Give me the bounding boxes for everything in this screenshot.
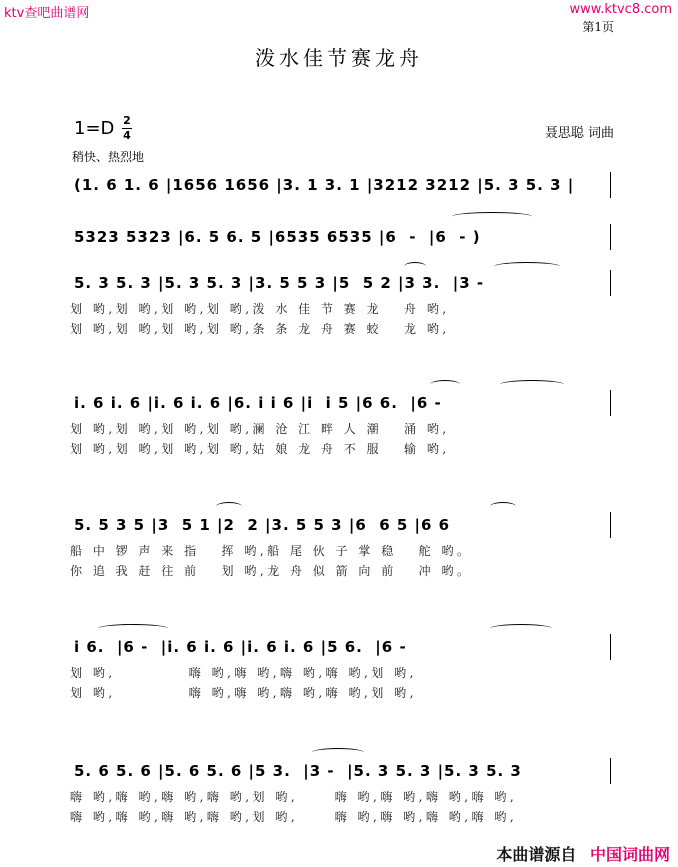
tie-slur xyxy=(216,502,242,511)
meter-top: 2 xyxy=(123,114,131,127)
tie-slur xyxy=(430,380,460,389)
credits: 聂思聪 词曲 xyxy=(544,126,614,141)
lyric-verse-1: 划 哟,划 哟,划 哟,划 哟,泼 水 佳 节 赛 龙 舟 哟, xyxy=(70,302,450,316)
score-line-5 xyxy=(0,516,678,576)
barline xyxy=(610,390,611,416)
barline xyxy=(610,224,611,250)
score-notes: 5323 5323 |6. 5 6. 5 |6535 6535 |6 - |6 - ) xyxy=(74,228,481,246)
tempo-marking: 稍快、热烈地 xyxy=(72,150,145,164)
lyric-verse-2: 嗨 哟,嗨 哟,嗨 哟,嗨 哟,划 哟, 嗨 哟,嗨 哟,嗨 哟,嗨 哟, xyxy=(70,810,518,824)
footer-source-text: 本曲谱源自 xyxy=(496,845,577,864)
footer-brand: 中国词曲网 xyxy=(589,845,670,864)
score-line-3 xyxy=(0,274,678,334)
score-notes: 5. 5 3 5 |3 5 1 |2 2 |3. 5 5 3 |6 6 5 |6 6 xyxy=(74,516,451,534)
lyric-verse-1: 划 哟, 嗨 哟,嗨 哟,嗨 哟,嗨 哟,划 哟, xyxy=(70,666,417,680)
watermark-site: ktv查吧曲谱网 xyxy=(4,6,90,21)
barline xyxy=(610,758,611,784)
tie-slur xyxy=(490,624,552,633)
time-signature xyxy=(122,115,132,142)
tie-slur xyxy=(312,748,364,757)
key-signature: 1=D xyxy=(74,118,115,139)
score-notes: (1. 6 1. 6 |1656 1656 |3. 1 3. 1 |3212 3212 |5. 3 5. 3 | xyxy=(74,176,575,194)
barline xyxy=(610,270,611,296)
score-notes: 5. 6 5. 6 |5. 6 5. 6 |5 3. |3 - |5. 3 5. 3 |5. 3 5. 3 xyxy=(74,762,522,780)
lyric-verse-2: 划 哟, 嗨 哟,嗨 哟,嗨 哟,嗨 哟,划 哟, xyxy=(70,686,417,700)
lyric-verse-2: 划 哟,划 哟,划 哟,划 哟,姑 娘 龙 舟 不 服 输 哟, xyxy=(70,442,450,456)
tie-slur xyxy=(490,502,516,511)
lyric-verse-2: 你 追 我 赶 往 前 划 哟,龙 舟 似 箭 向 前 冲 哟。 xyxy=(70,564,473,578)
lyric-verse-2: 划 哟,划 哟,划 哟,划 哟,条 条 龙 舟 赛 蛟 龙 哟, xyxy=(70,322,450,336)
score-notes: i 6. |6 - |i. 6 i. 6 |i. 6 i. 6 |5 6. |6 - xyxy=(74,638,407,656)
meter-bottom: 4 xyxy=(123,129,131,142)
score-line-7 xyxy=(0,762,678,822)
page-title: 泼水佳节赛龙舟 xyxy=(255,46,423,70)
score-notes: i. 6 i. 6 |i. 6 i. 6 |6. i i 6 |i i 5 |6 6. |6 - xyxy=(74,394,442,412)
page-number: 第1页 xyxy=(582,20,614,34)
barline xyxy=(610,634,611,660)
lyric-verse-1: 船 中 锣 声 来 指 挥 哟,船 尾 伙 子 掌 稳 舵 哟。 xyxy=(70,544,473,558)
tie-slur xyxy=(404,262,426,271)
score-line-1 xyxy=(0,176,678,236)
tie-slur xyxy=(452,212,532,221)
score-notes: 5. 3 5. 3 |5. 3 5. 3 |3. 5 5 3 |5 5 2 |3 3. |3 - xyxy=(74,274,485,292)
tie-slur xyxy=(500,380,564,389)
score-line-6 xyxy=(0,638,678,698)
score-line-4 xyxy=(0,394,678,454)
tie-slur xyxy=(494,262,560,271)
footer-source xyxy=(496,842,670,865)
barline xyxy=(610,172,611,198)
lyric-verse-1: 嗨 哟,嗨 哟,嗨 哟,嗨 哟,划 哟, 嗨 哟,嗨 哟,嗨 哟,嗨 哟, xyxy=(70,790,518,804)
tie-slur xyxy=(98,624,168,633)
lyric-verse-1: 划 哟,划 哟,划 哟,划 哟,澜 沧 江 畔 人 潮 涌 哟, xyxy=(70,422,450,436)
watermark-url: www.ktvc8.com xyxy=(569,2,672,17)
barline xyxy=(610,512,611,538)
